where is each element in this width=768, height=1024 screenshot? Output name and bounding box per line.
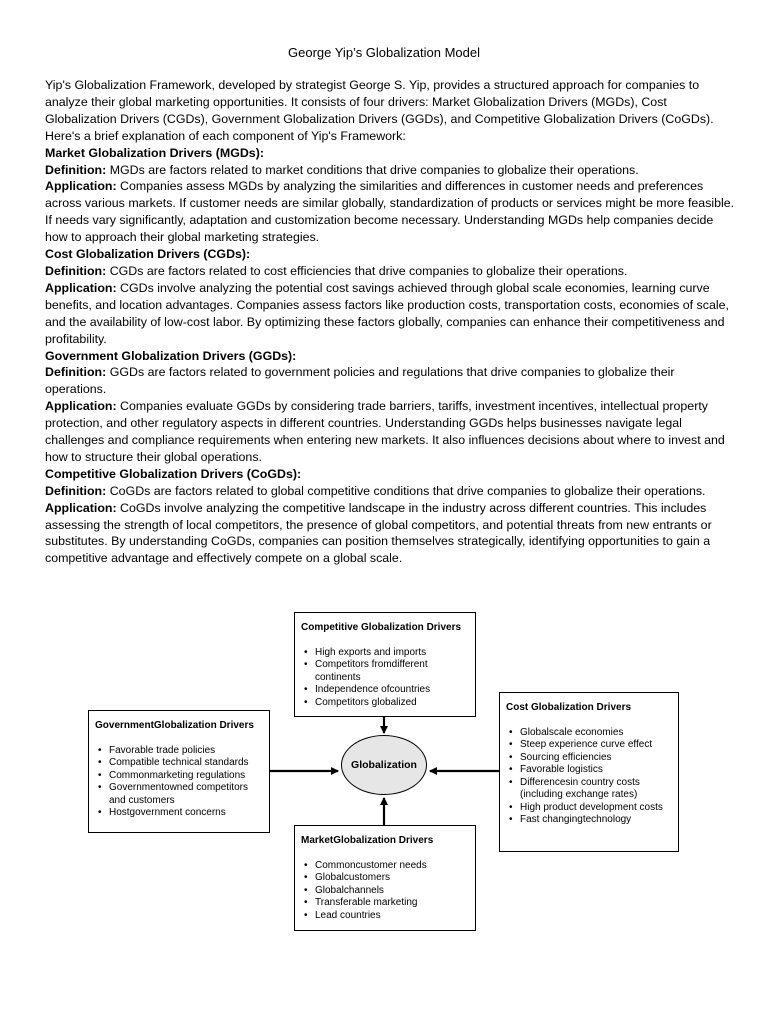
- section-application: Application: CGDs involve analyzing the potential cost savings achieved through global scale economies, learning curve benefits, and location advantages. Companies assess factors like production costs, transportation costs, economies of scale, and the availability of low-cost labor. By optimizing these factors globally, companies can enhance their competitiveness and profitability.: [45, 280, 729, 346]
- competitive-drivers-title: Competitive Globalization Drivers: [301, 622, 462, 633]
- globalization-label: Globalization: [351, 759, 417, 771]
- section-definition: Definition: CGDs are factors related to cost efficiencies that drive companies to globalize their operations.: [45, 263, 628, 278]
- section-heading: Competitive Globalization Drivers (CoGDs):: [45, 466, 302, 481]
- government-driver-item: • Hostgovernment concerns: [109, 807, 263, 820]
- section-heading: Government Globalization Drivers (GGDs):: [45, 348, 297, 363]
- cost-driver-item: • Steep experience curve effect: [520, 739, 672, 752]
- market-driver-item: • Lead countries: [315, 910, 469, 923]
- cost-driver-item: • Favorable logistics: [520, 764, 672, 777]
- cost-drivers-box: [499, 692, 679, 852]
- competitive-driver-item: • Competitors globalized: [315, 697, 469, 710]
- section-definition: Definition: GGDs are factors related to government policies and regulations that drive companies to globalize their operations.: [45, 365, 675, 397]
- section-definition: Definition: CoGDs are factors related to global competitive conditions that drive companies to globalize their operations.: [45, 483, 706, 498]
- section-application: Application: CoGDs involve analyzing the competitive landscape in the industry across different countries. This includes assessing the strength of local competitors, the presence of global competitors, and potential threats from new entrants or substitutes. By understanding CoGDs, companies can position themselves strategically, identifying opportunities to gain a competitive advantage and effectively compete on a global scale.: [45, 500, 712, 566]
- cost-driver-item: • High product development costs: [520, 802, 672, 815]
- document-body: [45, 77, 735, 567]
- section-application: Application: Companies assess MGDs by analyzing the similarities and differences in customer needs and preferences across various markets. If customer needs are similar globally, standardization of products or services might be more feasible. If needs vary significantly, adaptation and customization become necessary. Understanding MGDs help companies decide how to approach their global marketing strategies.: [45, 179, 735, 245]
- competitive-drivers-list: [301, 647, 469, 710]
- cost-driver-item: • Fast changingtechnology: [520, 814, 672, 827]
- intro-paragraph: Yip's Globalization Framework, developed by strategist George S. Yip, provides a structured approach for companies to analyze their global marketing opportunities. It consists of four drivers: Market Globalization Drivers (MGDs), Cost Globalization Drivers (CGDs), Government Globalization Drivers (GGDs), and Competitive Globalization Drivers (CoGDs). Here's a brief explanation of each component of Yip's Framework:: [45, 78, 714, 143]
- cost-driver-item: • Globalscale economies: [520, 727, 672, 740]
- sections-container: [45, 145, 735, 568]
- document-title: George Yip’s Globalization Model: [288, 45, 480, 60]
- market-driver-item: • Globalchannels: [315, 885, 469, 898]
- cost-drivers-list: [506, 727, 672, 827]
- section-heading: Market Globalization Drivers (MGDs):: [45, 145, 264, 160]
- market-driver-item: • Globalcustomers: [315, 872, 469, 885]
- government-driver-item: • Favorable trade policies: [109, 745, 263, 758]
- market-driver-item: • Commoncustomer needs: [315, 860, 469, 873]
- market-driver-item: • Transferable marketing: [315, 897, 469, 910]
- section-definition: Definition: MGDs are factors related to market conditions that drive companies to globalize their operations.: [45, 162, 639, 177]
- cost-driver-item: • Sourcing efficiencies: [520, 752, 672, 765]
- market-drivers-title: MarketGlobalization Drivers: [301, 835, 434, 846]
- government-driver-item: • Compatible technical standards: [109, 757, 263, 770]
- competitive-driver-item: • Competitors fromdifferent continents: [315, 659, 469, 684]
- section-application: Application: Companies evaluate GGDs by considering trade barriers, tariffs, investment incentives, intellectual property protection, and other regulatory aspects in different countries. Understanding GGDs helps businesses navigate legal challenges and compliance requirements when entering new markets. It also influences decisions about where to invest and how to structure their global operations.: [45, 399, 725, 464]
- cost-driver-item: • Differencesin country costs (including exchange rates): [520, 777, 672, 802]
- government-driver-item: • Commonmarketing regulations: [109, 770, 263, 783]
- competitive-driver-item: • Independence ofcountries: [315, 684, 469, 697]
- section-heading: Cost Globalization Drivers (CGDs):: [45, 247, 251, 262]
- globalization-center: [341, 735, 427, 795]
- market-drivers-list: [301, 860, 469, 923]
- competitive-drivers-box: [294, 612, 476, 717]
- cost-drivers-title: Cost Globalization Drivers: [506, 702, 632, 713]
- government-driver-item: • Governmentowned competitors and customers: [109, 782, 263, 807]
- market-drivers-box: [294, 825, 476, 931]
- globalization-diagram: [86, 605, 682, 940]
- government-drivers-box: [88, 710, 270, 833]
- competitive-driver-item: • High exports and imports: [315, 647, 469, 660]
- government-drivers-list: [95, 745, 263, 820]
- government-drivers-title: GovernmentGlobalization Drivers: [95, 720, 254, 731]
